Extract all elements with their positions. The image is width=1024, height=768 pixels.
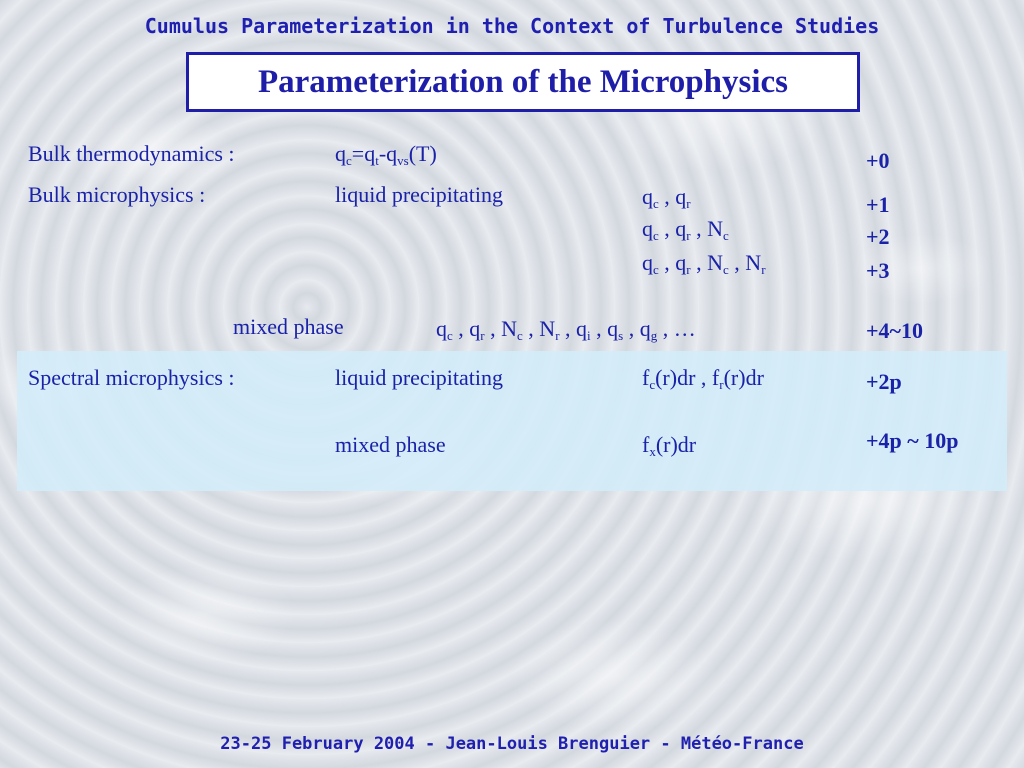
slide-title-box (186, 52, 860, 112)
spectral-label: Spectral microphysics : (28, 365, 235, 390)
bulk-vars-row-1: $q_c$ , $q_r$ (642, 184, 691, 211)
spectral-liquid-label: liquid precipitating (335, 365, 504, 390)
bulk-cost-1: +1 (866, 192, 890, 217)
bulk-thermo-label: Bulk thermodynamics : (28, 141, 235, 166)
bulk-thermo-cost: +0 (866, 148, 890, 173)
spectral-mixed-cost: +4p ~ 10p (866, 428, 959, 453)
bulk-liquid-label: liquid precipitating (335, 182, 504, 207)
bulk-micro-label: Bulk microphysics : (28, 182, 206, 207)
bulk-thermo-formula: $q_c=q_t-q_{vs}(T)$ (335, 141, 437, 168)
bulk-vars-row-3: $q_c$ , $q_r$ , $N_c$ , $N_r$ (642, 250, 766, 277)
spectral-mixed-label: mixed phase (335, 432, 446, 457)
bulk-mixed-vars: $q_c$ , $q_r$ , $N_c$ , $N_r$ , $q_i$ , $q_s$ , $q_g$ , … (436, 316, 696, 343)
slide-header: Cumulus Parameterization in the Context of Turbulence Studies (144, 14, 880, 38)
bulk-cost-2: +2 (866, 224, 890, 249)
spectral-mixed-vars: $f_x(r)dr$ (642, 432, 697, 459)
spectral-liquid-vars: $f_c(r)dr$ , $f_r(r)dr$ (642, 365, 764, 392)
slide-footer: 23-25 February 2004 - Jean-Louis Brenguier - Météo-France (220, 734, 804, 754)
bulk-cost-3: +3 (866, 258, 890, 283)
slide-title: Parameterization of the Microphysics (258, 63, 788, 100)
bulk-mixed-cost: +4~10 (866, 318, 923, 343)
bulk-vars-row-2: $q_c$ , $q_r$ , $N_c$ (642, 216, 729, 243)
spectral-liquid-cost: +2p (866, 369, 902, 394)
bulk-mixed-label: mixed phase (233, 314, 344, 339)
